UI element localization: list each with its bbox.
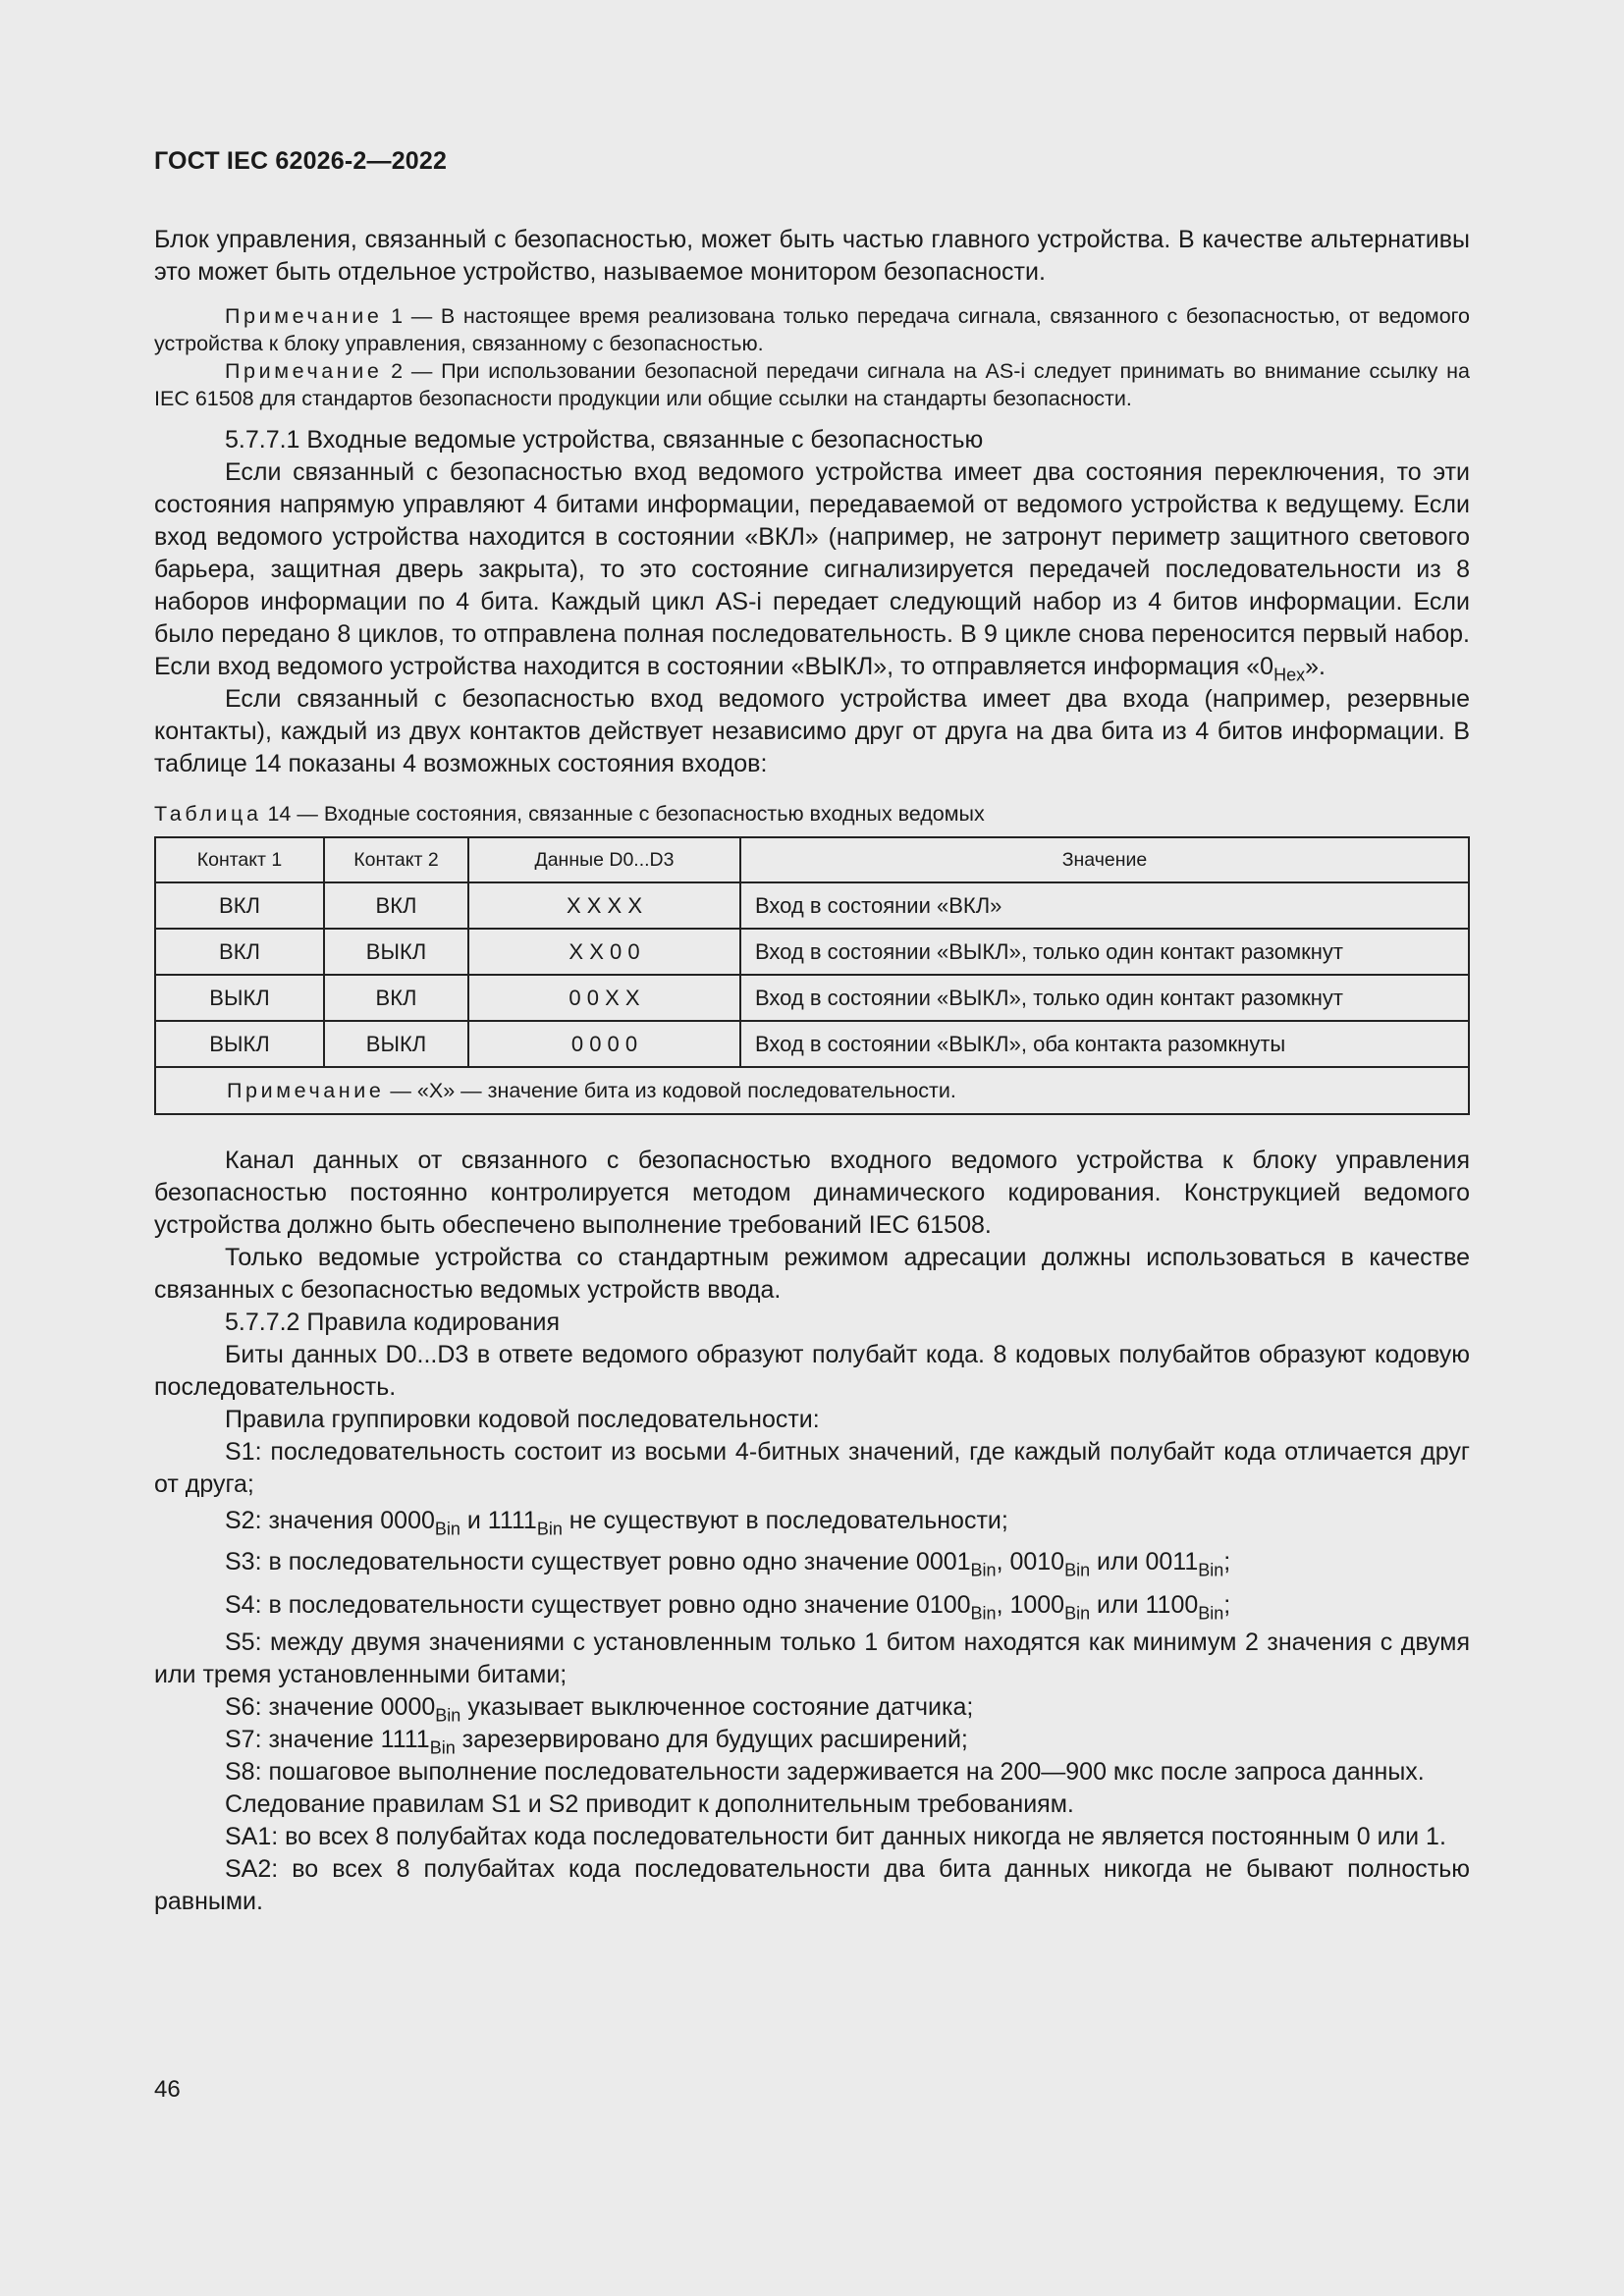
rule-text: и 1111 — [460, 1507, 537, 1534]
table-cell: ВКЛ — [155, 882, 324, 929]
note-text: 1 — В настоящее время реализована только передача сигнала, связанного с безопасностью, от ведомого устройства к блоку управления, связанному с безопасностью. — [154, 304, 1470, 355]
subscript: Hex — [1273, 665, 1306, 685]
note-label: Примечание — [227, 1078, 385, 1102]
note-text: — «X» — значение бита из кодовой последовательности. — [384, 1078, 956, 1102]
section-heading-5771: 5.7.7.1 Входные ведомые устройства, связанные с безопасностью — [225, 426, 984, 454]
rule-sa1: SA1: во всех 8 полубайтах кода последовательности бит данных никогда не является постоянным 0 или 1. — [225, 1823, 1446, 1850]
subscript: Bin — [434, 1519, 460, 1539]
table-cell: 0 0 X X — [468, 975, 740, 1021]
rule-s2 — [154, 1501, 1470, 1540]
rule-text: ; — [1223, 1548, 1231, 1575]
table-note — [155, 1067, 1469, 1114]
table-row — [155, 882, 1469, 929]
table-cell: ВКЛ — [324, 882, 468, 929]
note-2 — [154, 357, 1470, 412]
after-table-paragraph-1: Канал данных от связанного с безопасностью входного ведомого устройства к блоку управления безопасностью постоянно контролируется методом динамического кодирования. Конструкцией ведомого устройства должно быть обеспечено выполнение требований IEC 61508. — [154, 1147, 1470, 1239]
table-row — [155, 929, 1469, 975]
section-5771-paragraph-1 — [154, 456, 1470, 683]
main-content — [154, 224, 1470, 1918]
table-note-row — [155, 1067, 1469, 1114]
rule-text: указывает выключенное состояние датчика; — [460, 1693, 974, 1721]
rule-s4 — [154, 1583, 1470, 1627]
table-cell: X X 0 0 — [468, 929, 740, 975]
note-text: 2 — При использовании безопасной передачи сигнала на AS-i следует принимать во внимание ссылку на IEC 61508 для стандартов безопасности продукции или общие ссылки на стандарты безопасности. — [154, 359, 1470, 410]
table-row — [155, 1021, 1469, 1067]
subscript: Bin — [536, 1519, 563, 1539]
table-cell: ВЫКЛ — [324, 1021, 468, 1067]
table-cell: ВЫКЛ — [155, 1021, 324, 1067]
rule-text: S7: значение 1111 — [225, 1726, 430, 1753]
table-cell: Вход в состоянии «ВЫКЛ», только один контакт разомкнут — [740, 975, 1469, 1021]
paragraph-text: Если связанный с безопасностью вход ведомого устройства имеет два состояния переключения, то эти состояния напрямую управляют 4 битами информации, передаваемой от ведомого устройства к ведущему. Если вход ведомого устройства находится в состоянии «ВКЛ» (например, не затронут периметр защитного светового барьера, защитная дверь закрыта), то это состояние сигнализируется передачей последовательности из 8 наборов информации по 4 бита. Каждый цикл AS-i передает следующий набор из 4 битов информации. Если было передано 8 циклов, то отправлена полная последовательность. В 9 цикле снова переносится первый набор. Если вход ведомого устройства находится в состоянии «ВЫКЛ», то отправляется информация «0 — [154, 458, 1470, 680]
rule-s7 — [154, 1724, 1470, 1756]
table-row — [155, 975, 1469, 1021]
page-number: 46 — [154, 2076, 181, 2103]
table-cell: ВКЛ — [155, 929, 324, 975]
rule-text: S4: в последовательности существует ровно одно значение 0100 — [225, 1591, 971, 1619]
table-caption — [154, 802, 1470, 827]
note-label: Примечание — [225, 359, 383, 383]
rule-text: или 1100 — [1090, 1591, 1199, 1619]
table-header-row — [155, 837, 1469, 882]
section-5772-paragraph-1: Биты данных D0...D3 в ответе ведомого образуют полубайт кода. 8 кодовых полубайтов образуют кодовую последовательность. — [154, 1341, 1470, 1401]
table-14 — [154, 836, 1470, 1115]
rule-sa2: SA2: во всех 8 полубайтах кода последовательности два бита данных никогда не бывают полностью равными. — [154, 1855, 1470, 1915]
rule-s6 — [154, 1691, 1470, 1724]
intro-paragraph: Блок управления, связанный с безопасностью, может быть частью главного устройства. В качестве альтернативы это может быть отдельное устройство, называемое монитором безопасности. — [154, 226, 1470, 286]
section-heading-5772: 5.7.7.2 Правила кодирования — [225, 1308, 561, 1336]
note-label: Примечание — [225, 304, 383, 328]
subscript: Bin — [1198, 1560, 1224, 1580]
note-1 — [154, 302, 1470, 357]
subscript: Bin — [429, 1737, 456, 1758]
rule-text: , 1000 — [996, 1591, 1065, 1619]
section-5772-paragraph-2: Правила группировки кодовой последовательности: — [225, 1406, 820, 1433]
table-cell: ВЫКЛ — [155, 975, 324, 1021]
rule-text: S3: в последовательности существует ровно одно значение 0001 — [225, 1548, 971, 1575]
rule-text: S6: значение 0000 — [225, 1693, 436, 1721]
rule-s5: S5: между двумя значениями с установленным только 1 битом находятся как минимум 2 значения с двумя или тремя установленными битами; — [154, 1629, 1470, 1688]
column-header: Данные D0...D3 — [468, 837, 740, 882]
subscript: Bin — [970, 1603, 997, 1624]
column-header: Контакт 1 — [155, 837, 324, 882]
rule-text: , 0010 — [996, 1548, 1065, 1575]
table-cell: X X X X — [468, 882, 740, 929]
subscript: Bin — [1198, 1603, 1224, 1624]
rule-text: S2: значения 0000 — [225, 1507, 435, 1534]
subscript: Bin — [970, 1560, 997, 1580]
table-cell: Вход в состоянии «ВЫКЛ», оба контакта разомкнуты — [740, 1021, 1469, 1067]
document-header: ГОСТ IEC 62026-2—2022 — [154, 147, 448, 175]
section-5772-paragraph-3: Следование правилам S1 и S2 приводит к дополнительным требованиям. — [225, 1790, 1074, 1818]
paragraph-text-end: ». — [1305, 653, 1326, 680]
rule-text: не существуют в последовательности; — [562, 1507, 1008, 1534]
caption-label: Таблица — [154, 802, 262, 826]
rule-text: ; — [1223, 1591, 1231, 1619]
table-cell: Вход в состоянии «ВКЛ» — [740, 882, 1469, 929]
caption-text: 14 — Входные состояния, связанные с безопасностью входных ведомых — [261, 802, 985, 826]
rule-s1: S1: последовательность состоит из восьми 4-битных значений, где каждый полубайт кода отличается друг от друга; — [154, 1438, 1470, 1498]
table-cell: Вход в состоянии «ВЫКЛ», только один контакт разомкнут — [740, 929, 1469, 975]
subscript: Bin — [1064, 1603, 1091, 1624]
after-table-paragraph-2: Только ведомые устройства со стандартным режимом адресации должны использоваться в качестве связанных с безопасностью ведомых устройств ввода. — [154, 1244, 1470, 1304]
table-cell: ВЫКЛ — [324, 929, 468, 975]
table-cell: 0 0 0 0 — [468, 1021, 740, 1067]
column-header: Контакт 2 — [324, 837, 468, 882]
rule-text: зарезервировано для будущих расширений; — [455, 1726, 968, 1753]
rule-s3 — [154, 1540, 1470, 1583]
rule-s8: S8: пошаговое выполнение последовательности задерживается на 200—900 мкс после запроса данных. — [225, 1758, 1425, 1786]
column-header: Значение — [740, 837, 1469, 882]
section-5771-paragraph-2: Если связанный с безопасностью вход ведомого устройства имеет два входа (например, резервные контакты), каждый из двух контактов действует независимо друг от друга на два бита из 4 битов информации. В таблице 14 показаны 4 возможных состояния входов: — [154, 685, 1470, 777]
rule-text: или 0011 — [1090, 1548, 1199, 1575]
subscript: Bin — [435, 1705, 461, 1726]
table-cell: ВКЛ — [324, 975, 468, 1021]
subscript: Bin — [1064, 1560, 1091, 1580]
